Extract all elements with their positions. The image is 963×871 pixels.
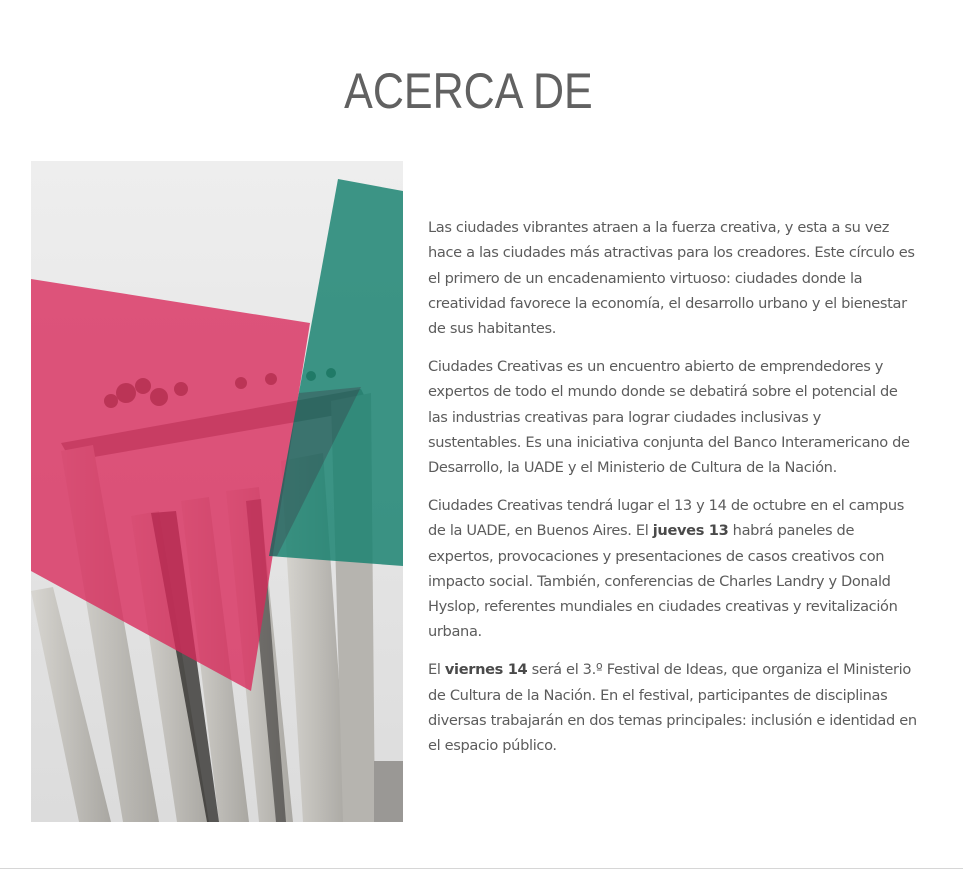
hero-image: [31, 161, 403, 822]
section-divider: [0, 868, 963, 869]
paragraph-thursday: [428, 493, 918, 645]
paragraph-friday: [428, 657, 918, 758]
bold-date: jueves 13: [652, 522, 729, 540]
bold-date: viernes 14: [444, 661, 528, 679]
paragraph-intro: Las ciudades vibrantes atraen a la fuerza creativa, y esta a su vez hace a las ciudades más atractivas para los creadores. Este círculo es el primero de un encadenamiento virtuoso: ciudades donde la creatividad favorece la economía, el desarrollo urbano y el bienestar de sus habitantes.: [428, 219, 915, 338]
paragraph-event-description: Ciudades Creativas es un encuentro abierto de emprendedores y expertos de todo el mundo donde se debatirá sobre el potencial de las industrias creativas para lograr ciudades inclusivas y sustentables. Es una iniciativa conjunta del Banco Interamericano de Desarrollo, la UADE y el Ministerio de Cultura de la Nación.: [428, 357, 910, 477]
text: El: [428, 661, 445, 679]
building: [374, 761, 403, 822]
about-article: [428, 215, 918, 771]
abstract-architecture-photo-icon: [31, 161, 403, 822]
text: habrá paneles de expertos, provocaciones y presentaciones de casos creativos con impacto social. También, conferencias de Charles Landry y Donald Hyslop, referentes mundiales en ciudades creativas y revitalización urbana.: [428, 522, 898, 641]
text: será el 3.º Festival de Ideas, que organiza el Ministerio de Cultura de la Nación. En el festival, participantes de disciplinas diversas trabajarán en dos temas principales: inclusión e identidad en el espacio público.: [428, 661, 917, 755]
text: Ciudades Creativas tendrá lugar el 13 y 14 de octubre en el campus de la UADE, en Buenos Aires. El: [428, 496, 904, 540]
page-title: ACERCA DE: [344, 63, 593, 119]
